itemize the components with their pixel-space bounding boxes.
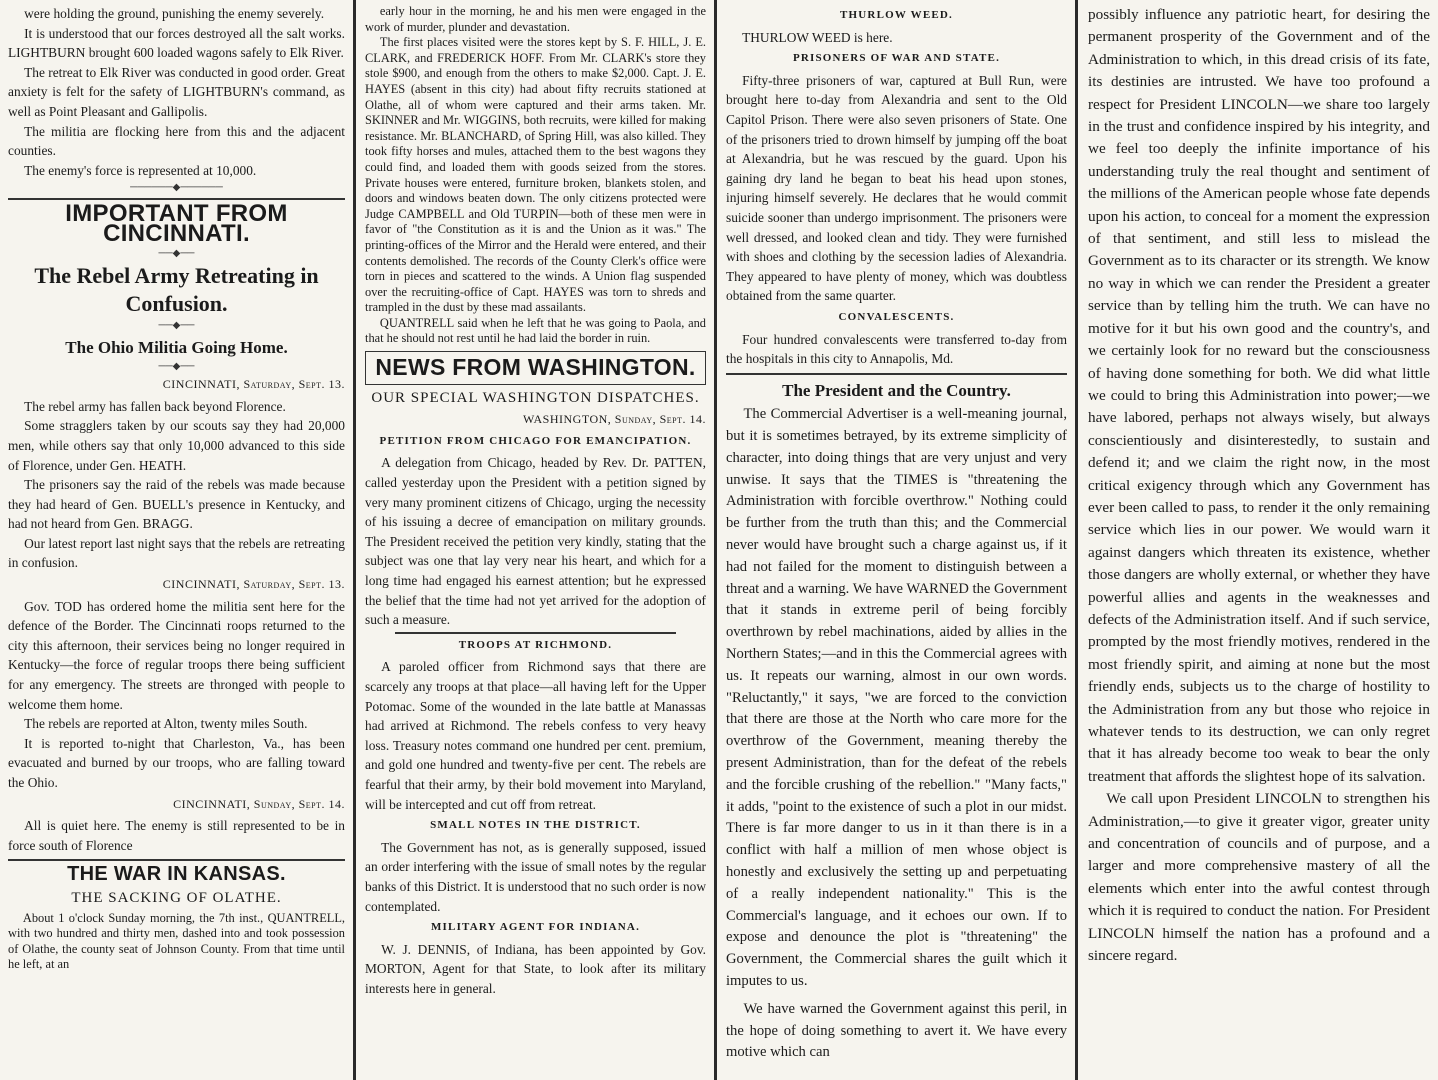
article-text: A paroled officer from Richmond says that there are scarcely any troops at that place—all having left for the Upper Potomac. Some of the wounded in the late battle at Manassas had arrived at Richmond. The rebels confess to very heavy loss. Treasury notes command one hundred per cent. premium, and gold one hundred and twenty-five per cent. The rebels are fearful that their army, by their bold movement into Maryland, will be intercepted and cut off from retreat. [365, 659, 706, 812]
section-subhead: CONVALESCENTS. [838, 310, 955, 323]
ornament-divider: ──◆── [158, 361, 195, 373]
article-text: early hour in the morning, he and his men were engaged in the work of murder, plunder and devastation. [365, 4, 706, 34]
article-text: We have warned the Government against this peril, in the hope of doing something to avert it. We have every motive which can [726, 1000, 1067, 1061]
dateline: CINCINNATI, Saturday, Sept. 13. [162, 577, 345, 592]
article-text: Four hundred convalescents were transferred to-day from the hospitals in this city to Annapolis, Md. [726, 331, 1067, 367]
article-text: Some stragglers taken by our scouts say they had 20,000 men, while others say that only 10,000 advanced to this side of Florence, under Gen. HEATH. [8, 418, 345, 473]
section-subhead: TROOPS AT RICHMOND. [458, 638, 613, 651]
article-text: possibly influence any patriotic heart, for desiring the permanent prosperity of the Government and of the Administration to which, in this dread crisis of its fate, its destinies are intrusted. We have too profound a respect for President LINCOLN—we share too largely in the trust and confidence inspired by his integrity, and we feel too deeply the infinite importance of his understanding truly the real thought and sentiment of the millions of the American people whose fate depends upon his action, to conceal for a moment the expression of that sentiment, and still less to mislead the Government as to its character or its strength. We know no way in which we can render the President a greater service than by telling him the truth. We can have no motive for it but his own good and the country's, and we certainly look for no reward but the consciousness of having done something for both. We did what little we could to bring this Administration into power;—we have labored, perhaps not always wisely, but always conscientiously and disinterestedly, to sustain and defend it; and we claim the right now, in the most critical exigency through which any Government has ever been called to pass, to render it the only remaining service which lies in our power. We would warn it against dangers which threaten its existence, whether those dangers are wholly external, or whether they have powerful allies and agents in the weaknesses and defects of the Administration itself. And if such service, prompted by the most friendly motives, rendered in the most friendly spirit, and aiming at none but the most friendly ends, subjects us to the charge of hostility to the Administration from any but those who rejoice in whatever tends to its destruction, we can only regret that it has already become too weak to bear the only treatment that affords the slightest hope of its salvation. [1088, 6, 1430, 785]
column-rule [353, 0, 356, 1080]
column-2 [357, 0, 714, 1080]
dateline: CINCINNATI, Saturday, Sept. 13. [162, 377, 345, 392]
headline-cincinnati: IMPORTANT FROM CINCINNATI. [65, 200, 288, 247]
column-4 [1080, 0, 1438, 1080]
article-text: A delegation from Chicago, headed by Rev. Dr. PATTEN, called yesterday upon the President with a petition signed by very many prominent citizens of Chicago, urging the necessity of his issuing a decree of emancipation on military grounds. The President received the petition very kindly, stating that the subject was one that lay very near his heart, and which for a long time had engaged his earnest attention; but he expressed the belief that the time had not yet arrived for the adoption of such a measure. [365, 455, 706, 628]
dateline: CINCINNATI, Sunday, Sept. 14. [173, 796, 345, 811]
article-text: We call upon President LINCOLN to strengthen his Administration,—to give it greater vigor, greater unity and concentration of councils and of purpose, and a larger and more comprehensive mastery of all the elements which enter into the awful contest through which it is required to conduct the nation. For President LINCOLN himself the nation has a profound and a sincere regard. [1088, 790, 1430, 965]
article-text: The retreat to Elk River was conducted in good order. Great anxiety is felt for the safety of LIGHTBURN's command, as well as Point Pleasant and Gallipolis. [8, 64, 345, 119]
column-rule [714, 0, 717, 1080]
article-text: W. J. DENNIS, of Indiana, has been appointed by Gov. MORTON, Agent for that State, to look after its military interests here in general. [365, 941, 706, 996]
article-text: The rebel army has fallen back beyond Florence. [24, 398, 286, 414]
article-text: were holding the ground, punishing the enemy severely. [24, 6, 325, 21]
article-text: The Commercial Advertiser is a well-meaning journal, but it is sometimes betrayed, by its extreme simplicity of character, into doing things that are very unjust and very unwise. It says that the TIMES is "threatening the Administration with forcible overthrow." Nothing could be further from the truth than this; and the Commercial never would have brought such a charge against us, if it had not failed for the moment to distinguish between a threat and a warning. We have WARNED the Government that it stands in extreme peril of being forcibly overthrown by rebel machinations, aided by allies in the Northern States;—and in this the Commercial agrees with us. It repeats our warning, almost in our own words. "Reluctantly," it says, "we are forced to the conviction that there are those at the North who care more for the overthrow of the Government, meaning thereby the present Administration, than for the defeat of the rebels and the forcible crushing of the rebellion." "Many facts," it adds, "point to the existence of such a plot in our midst. There is far more danger to us in it than there is in a conflict with half a million of men whose object is honestly and exclusively the setting up and perpetuating of a really independent nationality." This is the Commercial's language, and it echoes our own. If to expose and denounce the plot is "threatening" the Government, the Commercial shares the guilt which it imputes to us. [726, 406, 1067, 989]
headline-president: The President and the Country. [782, 380, 1011, 400]
dateline: WASHINGTON, Sunday, Sept. 14. [523, 412, 706, 427]
ornament-divider: ──◆── [158, 247, 195, 259]
subheadline-dispatches: OUR SPECIAL WASHINGTON DISPATCHES. [371, 389, 700, 406]
headline-kansas: THE WAR IN KANSAS. [67, 863, 286, 886]
editorial-body [726, 404, 1067, 1064]
ornament-divider: ──────◆────── [130, 182, 223, 194]
ornament-divider: ──◆── [158, 319, 195, 331]
subheadline-olathe: THE SACKING OF OLATHE. [71, 889, 282, 906]
section-subhead: MILITARY AGENT FOR INDIANA. [430, 921, 641, 934]
article-text: About 1 o'clock Sunday morning, the 7th inst., QUANTRELL, with two hundred and thirty men, dashed into and took possession of Olathe, the county seat of Johnson County. From that time until he left, at an [8, 910, 345, 972]
headline-washington: NEWS FROM WASHINGTON. [375, 354, 696, 381]
subheadline-rebel-army: The Rebel Army Retreating in Confusion. [34, 262, 319, 316]
section-rule [8, 859, 345, 861]
article-text: The militia are flocking here from this and the adjacent counties. [8, 123, 345, 159]
column-3 [718, 0, 1075, 1080]
article-text: QUANTRELL said when he left that he was going to Paola, and that he should not rest until he had laid the border in ruin. [365, 315, 706, 346]
article-text: Our latest report last night says that the rebels are retreating in confusion. [8, 535, 345, 571]
section-subhead: THURLOW WEED. [840, 9, 953, 21]
headline-box [365, 351, 706, 385]
section-rule [726, 373, 1067, 375]
column-1 [0, 0, 353, 1080]
section-rule [395, 632, 676, 634]
article-text: The enemy's force is represented at 10,000. [24, 162, 257, 178]
section-subhead: PETITION FROM CHICAGO FOR EMANCIPATION. [379, 434, 692, 447]
article-text: All is quiet here. The enemy is still represented to be in force south of Florence [8, 818, 345, 853]
article-text: It is reported to-night that Charleston, Va., has been evacuated and burned by our troops, who are falling toward the Ohio. [8, 735, 345, 790]
article-text: The prisoners say the raid of the rebels was made because they had heard of Gen. BUELL's presence in Kentucky, and had not heard from Gen. BRAGG. [8, 477, 345, 532]
article-text: The Government has not, as is generally supposed, issued an order interfering with the issue of small notes by the regular banks of this District. It is understood that no such order is now contemplated. [365, 839, 706, 914]
article-text: Gov. TOD has ordered home the militia sent here for the defence of the Border. The Cincinnati roops returned to the city this afternoon, their services being no longer required in Kentucky—the force of regular troops there being sufficient for any emergency. The streets are thronged with people to welcome them home. [8, 598, 345, 712]
subheadline-ohio-militia: The Ohio Militia Going Home. [65, 337, 288, 357]
article-text: The rebels are reported at Alton, twenty miles South. [24, 716, 308, 732]
article-text: The first places visited were the stores kept by S. F. HILL, J. E. CLARK, and FREDERICK HOFF. From Mr. CLARK's store they stole $900, and enough from the others to make $2,000. Capt. J. E. HAYES (absent in this city) had about fifty recruits stationed at Olathe, all of whom were captured and their arms taken. Mr. SKINNER and Mr. WIGGINS, both recruits, were killed for making resistance. Mr. BLANCHARD, of Spring Hill, was also killed. They took fifty horses and mules, attached them to the best wagons they could find, and loaded them with goods seized from the stores. Private houses were entered, furniture broken, blankets stolen, and doors and windows beaten down. The only citizens protected were Judge CAMPBELL and Old TURPIN—both of these men were in favor of "the Constitution as it is and the Union as it was." The printing-offices of the Mirror and the Herald were entered, and their contents demolished. The records of the County Clerk's office were torn in pieces and scattered to the winds. A Union flag suspended over the recruiting-office of Capt. HAYES was torn to shreds and trampled in the dust by these mad assailants. [365, 35, 706, 315]
section-subhead: SMALL NOTES IN THE DISTRICT. [430, 819, 641, 832]
article-text: Fifty-three prisoners of war, captured at Bull Run, were brought here to-day from Alexandria and sent to the Old Capitol Prison. There were also seven prisoners of State. One of the prisoners tried to drown himself by jumping off the boat at Alexandria, but he was rescued by the guard. Upon his gaining dry land he began to beat his head upon stones, injuring himself severely. He declares that he would commit suicide sooner than undergo imprisonment. The prisoners were well dressed, and looked clean and tidy. They were furnished with shoes and clothing by the secession ladies of Alexandria. They appeared to have plenty of money, which was doubtless obtained from the same quarter. [726, 72, 1067, 304]
column-rule [1075, 0, 1078, 1080]
section-subhead: PRISONERS OF WAR AND STATE. [792, 52, 1001, 65]
article-text: THURLOW WEED is here. [742, 29, 893, 45]
article-text: It is understood that our forces destroyed all the salt works. LIGHTBURN brought 600 loaded wagons safely to Elk River. [8, 25, 345, 61]
